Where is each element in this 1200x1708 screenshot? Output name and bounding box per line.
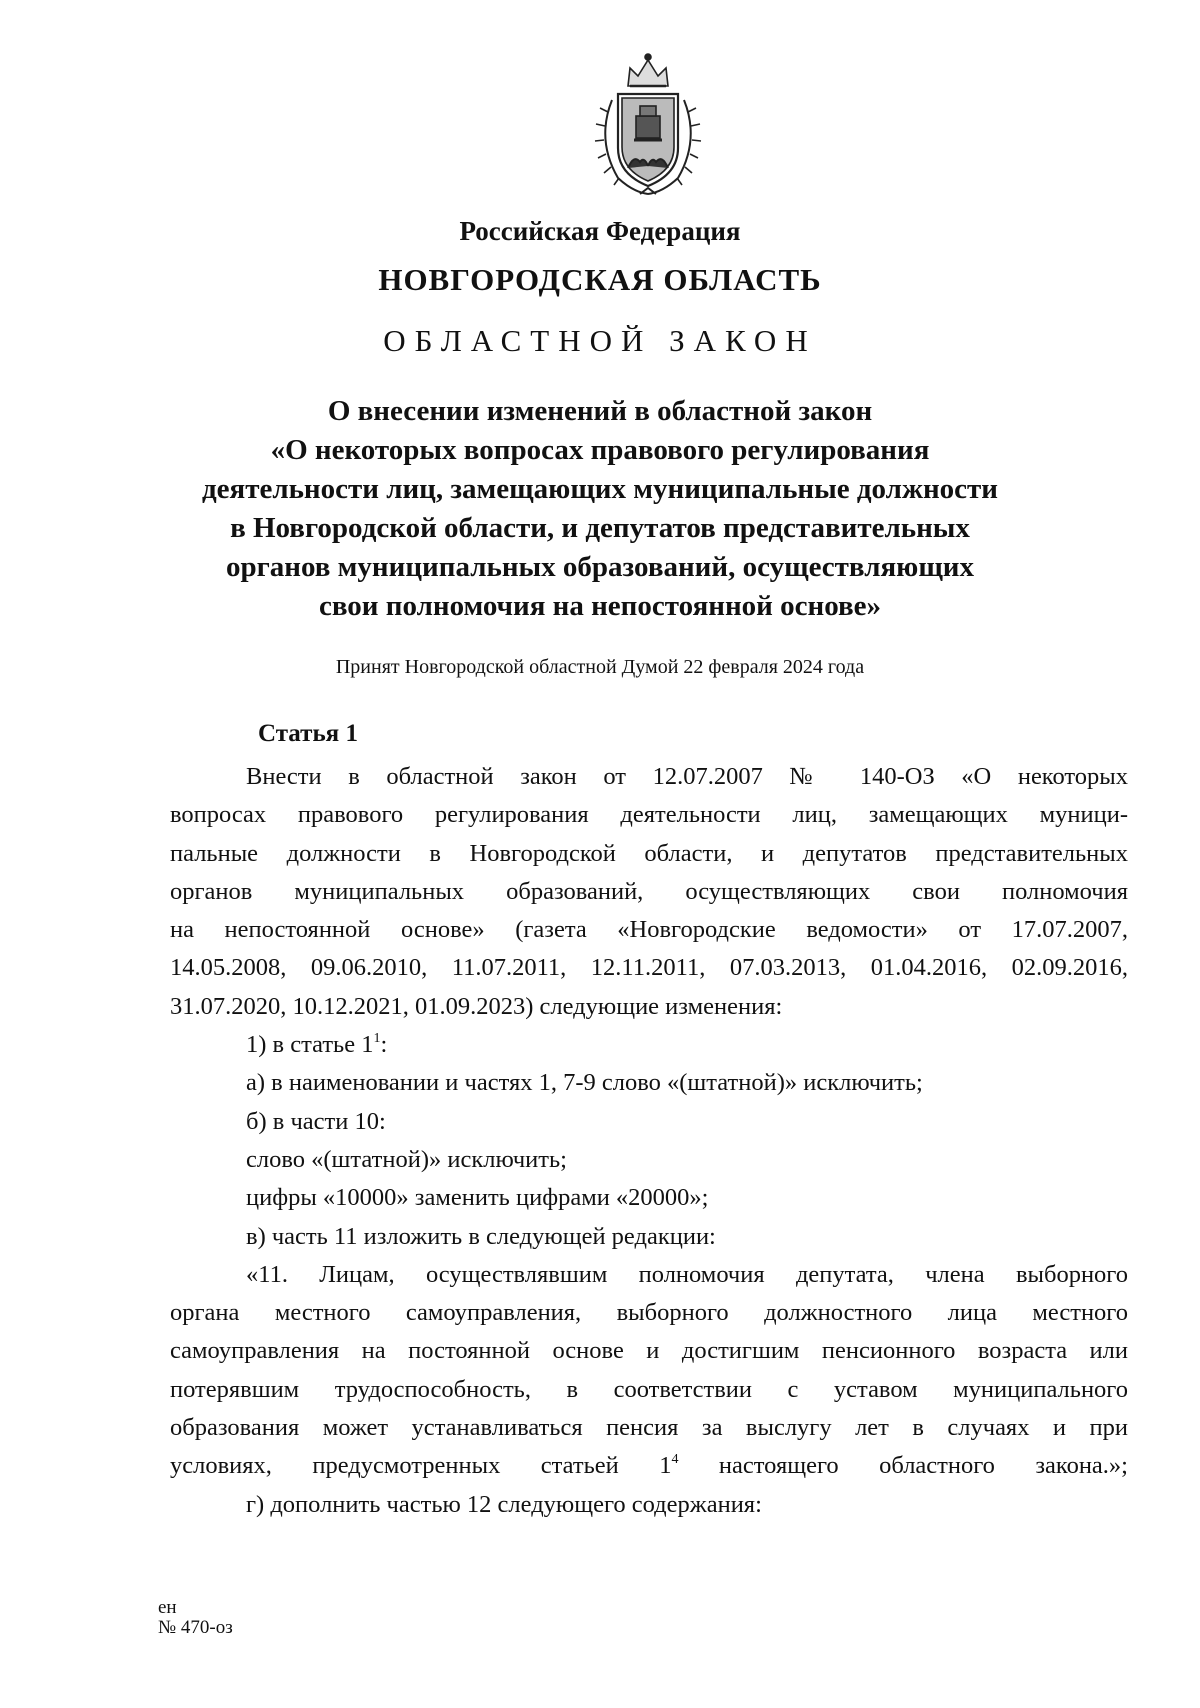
superscript: 1 bbox=[373, 1031, 381, 1047]
law-title-line: органов муниципальных образований, осуществляющих bbox=[225, 551, 975, 583]
law-title-line: О внесении изменений в областной закон bbox=[327, 395, 873, 427]
law-title-line: в Новгородской области, и депутатов представительных bbox=[230, 512, 970, 544]
list-item-a: а) в наименовании и частях 1, 7-9 слово «(штатной)» исключить; bbox=[246, 1069, 923, 1097]
footer-initials: ен bbox=[158, 1597, 177, 1618]
law-title bbox=[100, 392, 1100, 626]
adoption-note: Принят Новгородской областной Думой 22 февраля 2024 года bbox=[335, 656, 865, 678]
article-intro-line: Внести в областной закон от 12.07.2007 № 140-ОЗ «О некоторых bbox=[246, 763, 1128, 790]
list-item-b-2: цифры «10000» заменить цифрами «20000»; bbox=[246, 1184, 709, 1212]
article-intro-line: на непостоянной основе» (газета «Новгородские ведомости» от 17.07.2007, bbox=[170, 916, 1128, 944]
list-item-1 bbox=[170, 1026, 1128, 1064]
quote-line: «11. Лицам, осуществлявшим полномочия депутата, члена выборного bbox=[246, 1260, 1128, 1288]
quote-last-text: условиях, предусмотренных статьей 1 bbox=[170, 1452, 672, 1480]
article-intro-line: 31.07.2020, 10.12.2021, 01.09.2023) следующие изменения: bbox=[170, 992, 783, 1020]
list-item-1-text: 1) в статье 1 bbox=[246, 1031, 374, 1059]
list-item-1-tail: : bbox=[380, 1031, 388, 1059]
list-item-g: г) дополнить частью 12 следующего содержания: bbox=[246, 1490, 762, 1518]
footer-number: № 470-оз bbox=[158, 1617, 233, 1638]
region-heading: НОВГОРОДСКАЯ ОБЛАСТЬ bbox=[378, 262, 822, 297]
list-item-v: в) часть 11 изложить в следующей редакции: bbox=[246, 1222, 716, 1250]
quote-line: образования может устанавливаться пенсия за выслугу лет в случаях и при bbox=[170, 1414, 1128, 1442]
quote-line: потерявшим трудоспособность, в соответствии с уставом муниципального bbox=[170, 1375, 1128, 1403]
article-intro-line: пальные должности в Новгородской области, и депутатов представительных bbox=[170, 839, 1128, 867]
law-type-heading: ОБЛАСТНОЙ ЗАКОН bbox=[383, 323, 817, 358]
article-body bbox=[170, 758, 1128, 1524]
list-item-b: б) в части 10: bbox=[246, 1107, 386, 1135]
superscript: 4 bbox=[671, 1452, 679, 1468]
quote-line: органа местного самоуправления, выборного должностного лица местного bbox=[170, 1299, 1128, 1327]
article-intro-line: 14.05.2008, 09.06.2010, 11.07.2011, 12.11.2011, 07.03.2013, 01.04.2016, 02.09.2016, bbox=[170, 954, 1128, 982]
article-intro-line: органов муниципальных образований, осуществляющих свои полномочия bbox=[170, 877, 1128, 905]
article-intro-line: вопросах правового регулирования деятельности лиц, замещающих муници- bbox=[170, 801, 1128, 829]
quote-last-tail: настоящего областного закона.»; bbox=[678, 1452, 1128, 1480]
footer-registration bbox=[158, 1598, 233, 1638]
federation-heading: Российская Федерация bbox=[459, 216, 741, 246]
article-heading: Статья 1 bbox=[258, 720, 358, 747]
list-item-b-1: слово «(штатной)» исключить; bbox=[246, 1145, 567, 1173]
quote-line: самоуправления на постоянной основе и достигшим пенсионного возраста или bbox=[170, 1337, 1128, 1365]
law-title-line: свои полномочия на непостоянной основе» bbox=[318, 590, 882, 622]
novgorod-coat-of-arms-icon bbox=[578, 50, 718, 200]
quote-last-line bbox=[170, 1447, 1128, 1485]
law-title-line: «О некоторых вопросах правового регулирования bbox=[270, 434, 930, 466]
law-title-line: деятельности лиц, замещающих муниципальные должности bbox=[201, 473, 999, 505]
